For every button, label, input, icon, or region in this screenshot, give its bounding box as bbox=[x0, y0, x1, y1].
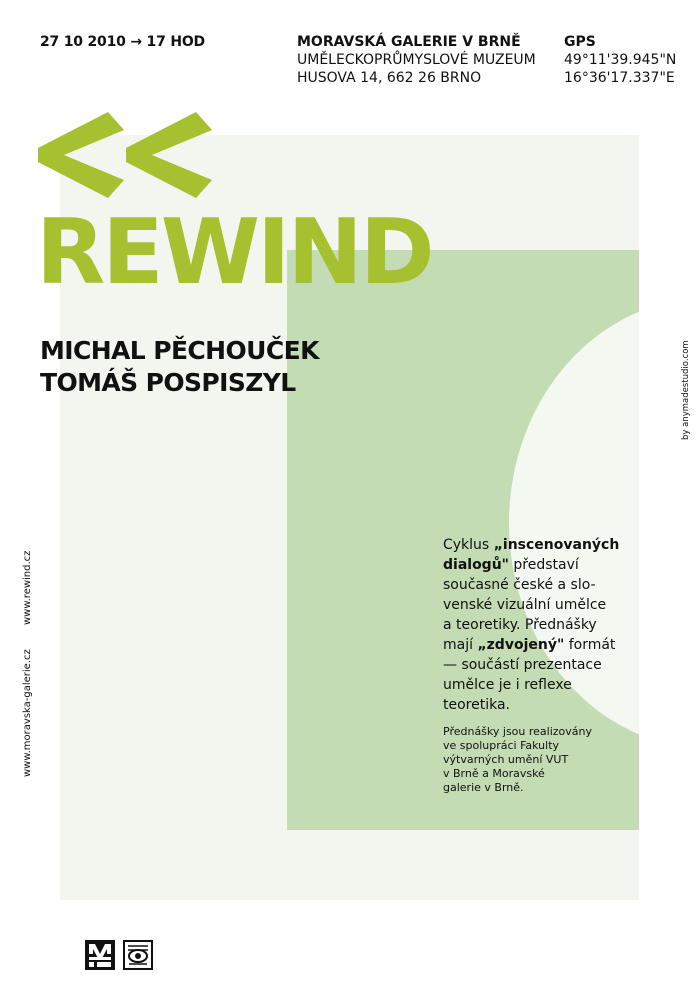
studio-credit: by anymadestudio.com bbox=[681, 340, 691, 440]
speakers bbox=[40, 335, 319, 399]
partnership-note: Přednášky jsou realizovány ve spolupráci Fakulty výtvarných umění VUT v Brně a Moravské galerie v Brně. bbox=[443, 725, 593, 794]
venue-name: MORAVSKÁ GALERIE V BRNĚ bbox=[297, 34, 521, 50]
partner-logos bbox=[85, 940, 153, 970]
description-block bbox=[443, 535, 620, 795]
gps-block bbox=[564, 33, 676, 87]
speaker-1: MICHAL PĚCHOUČEK bbox=[40, 336, 319, 365]
description: Cyklus „inscenovaných dialogů" představí současné české a slo- venské vizuální umělce a teoretiky. Přednášky mají „zdvojený" formát — součástí prezentace umělce je i reflexe teoretika. bbox=[443, 537, 620, 713]
venue-address: HUSOVA 14, 662 26 BRNO bbox=[297, 70, 482, 86]
title: REWIND bbox=[36, 200, 432, 305]
vut-fine-arts-logo bbox=[123, 940, 153, 970]
galerie-url[interactable]: www.moravska-galerie.cz bbox=[22, 649, 33, 777]
venue-block bbox=[297, 33, 536, 87]
date-line: 27 10 2010 → 17 HOD bbox=[40, 34, 205, 50]
rewind-url[interactable]: www.rewind.cz bbox=[22, 550, 33, 625]
moravska-galerie-logo bbox=[85, 940, 115, 970]
gps-lat: 49°11'39.945"N bbox=[564, 52, 677, 68]
double-chevron-left-icon bbox=[36, 110, 216, 200]
event-date bbox=[40, 33, 205, 51]
gps-label: GPS bbox=[564, 34, 596, 50]
speaker-2: TOMÁŠ POSPISZYL bbox=[40, 368, 296, 397]
gps-lon: 16°36'17.337"E bbox=[564, 70, 675, 86]
venue-sub: UMĚLECKOPRŮMYSLOVÉ MUZEUM bbox=[297, 52, 536, 68]
